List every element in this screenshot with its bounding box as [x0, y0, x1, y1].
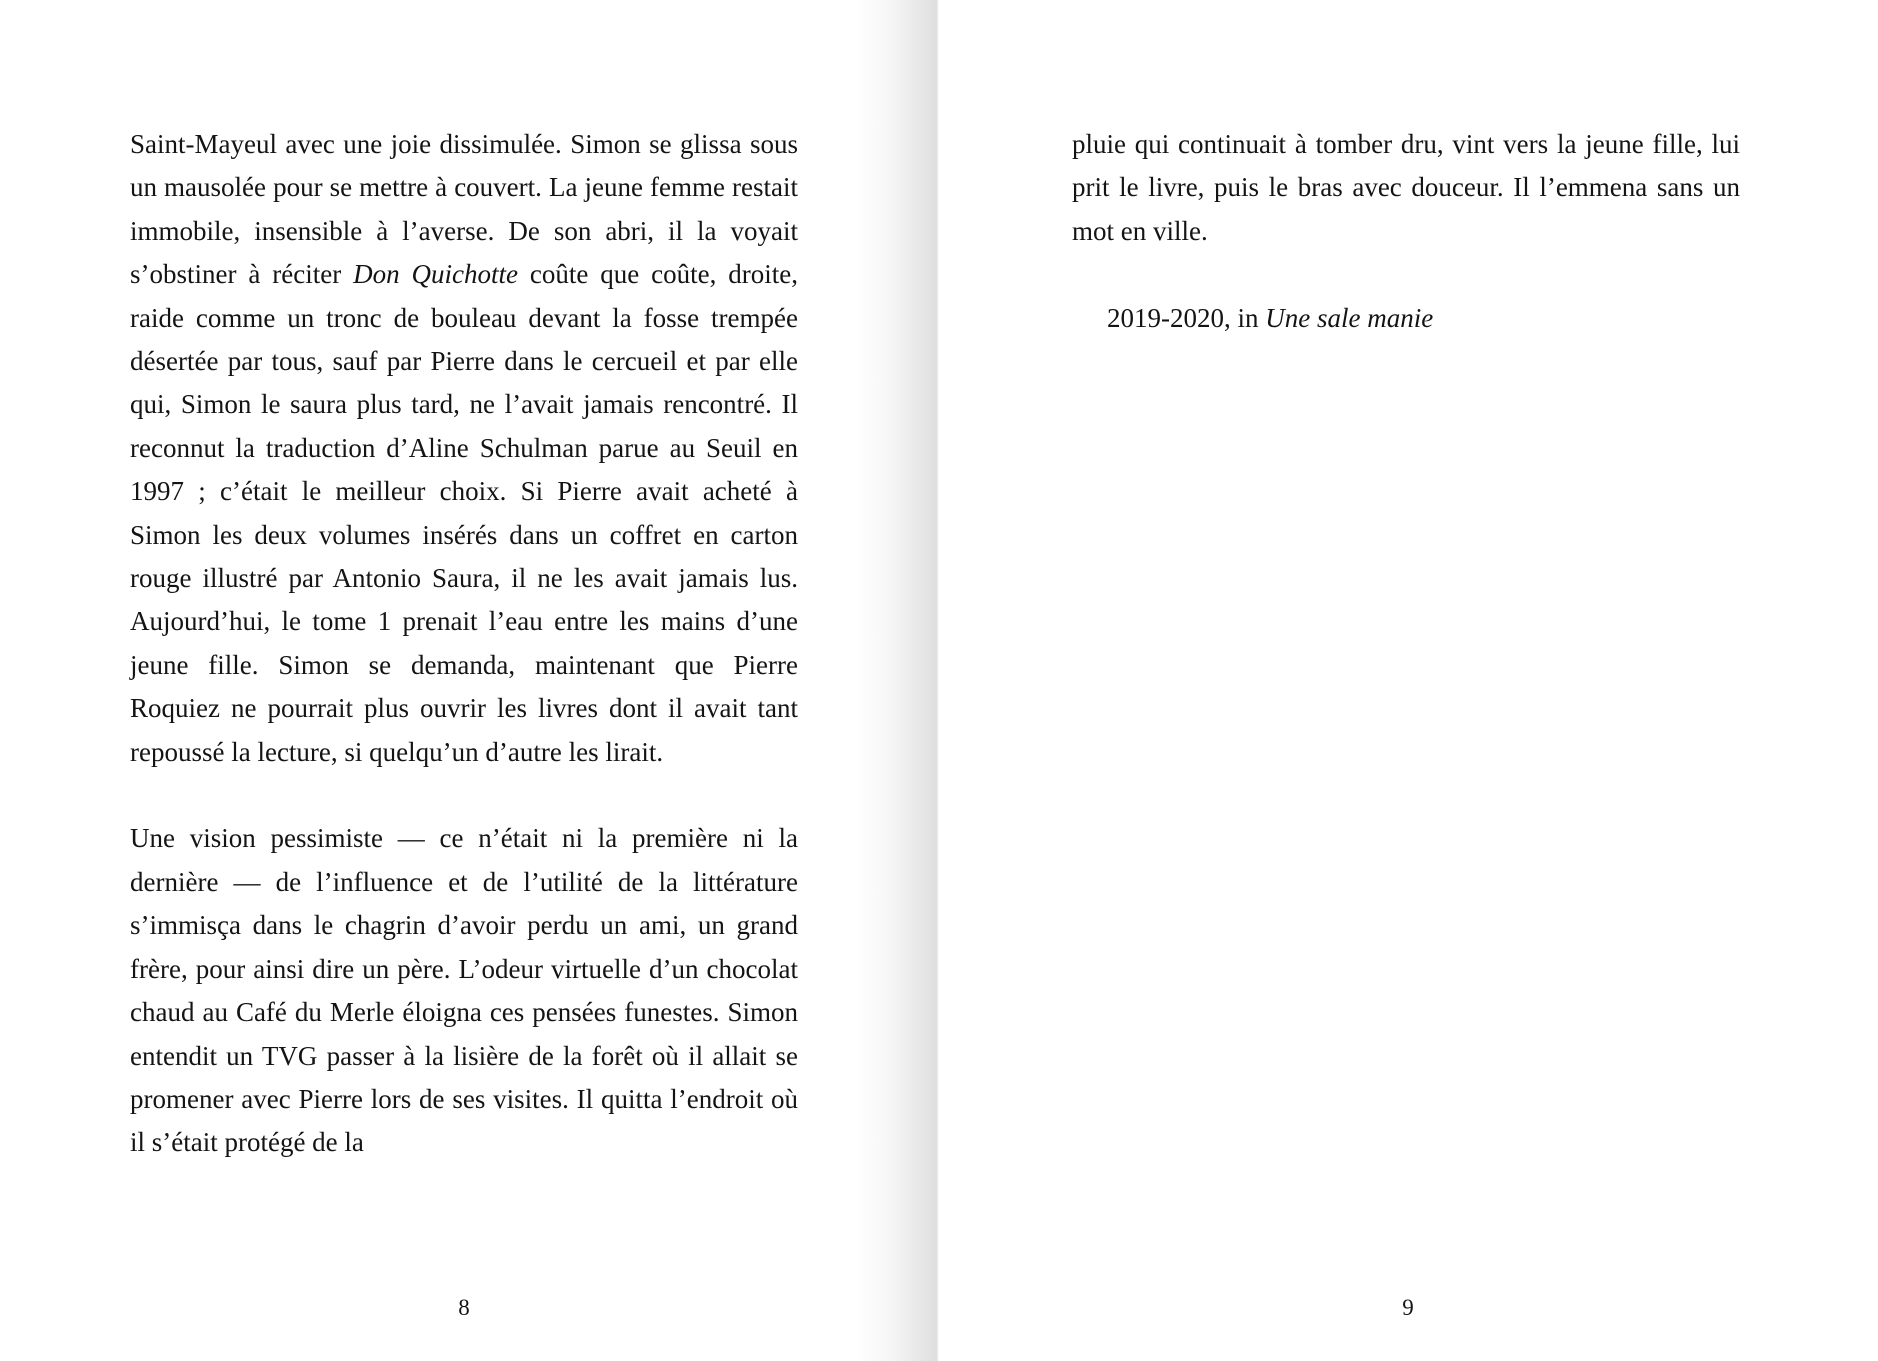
gutter-shadow [857, 0, 937, 1361]
signature-line: 2019-2020, in Une sale manie [1107, 303, 1434, 333]
gutter-line [937, 0, 939, 1361]
right-page [937, 0, 1878, 1361]
left-page-text [130, 123, 798, 1165]
right-page-text [1072, 123, 1740, 253]
right-paragraph-1: pluie qui continuait à tomber dru, vint vers la jeune fille, lui prit le livre, puis le bras avec douceur. Il l’emmena sans un mot en ville. [1072, 129, 1740, 246]
left-paragraph-1: Saint-Mayeul avec une joie dissimulée. Simon se glissa sous un mausolée pour se mettre à couvert. La jeune femme restait immobile, insensible à l’averse. De son abri, il la voyait s’obstiner à réciter Don Quichotte coûte que coûte, droite, raide comme un tronc de bouleau devant la fosse trempée désertée par tous, sauf par Pierre dans le cercueil et par elle qui, Simon le saura plus tard, ne l’avait jamais rencontré. Il reconnut la traduction d’Aline Schulman parue au Seuil en 1997 ; c’était le meilleur choix. Si Pierre avait acheté à Simon les deux volumes insérés dans un coffret en carton rouge illustré par Antonio Saura, il ne les avait jamais lus. Aujourd’hui, le tome 1 prenait l’eau entre les mains d’une jeune fille. Simon se demanda, maintenant que Pierre Roquiez ne pourrait plus ouvrir les livres dont il avait tant repoussé la lecture, si quelqu’un d’autre les lirait. [130, 129, 798, 767]
page-number-right: 9 [1402, 1295, 1414, 1320]
book-title-une-sale-manie: Une sale manie [1265, 303, 1434, 333]
page-number-left: 8 [458, 1295, 470, 1320]
paragraph-gap [130, 774, 798, 817]
left-paragraph-2: Une vision pessimiste — ce n’était ni la première ni la dernière — de l’influence et de l’utilité de la littérature s’immisça dans le chagrin d’avoir perdu un ami, un grand frère, pour ainsi dire un père. L’odeur virtuelle d’un chocolat chaud au Café du Merle éloigna ces pensées funestes. Simon entendit un TVG passer à la lisière de la forêt où il allait se promener avec Pierre lors de ses visites. Il quitta l’endroit où il s’était protégé de la [130, 823, 798, 1158]
book-title-don-quichotte: Don Quichotte [353, 259, 518, 290]
left-page [0, 0, 937, 1361]
